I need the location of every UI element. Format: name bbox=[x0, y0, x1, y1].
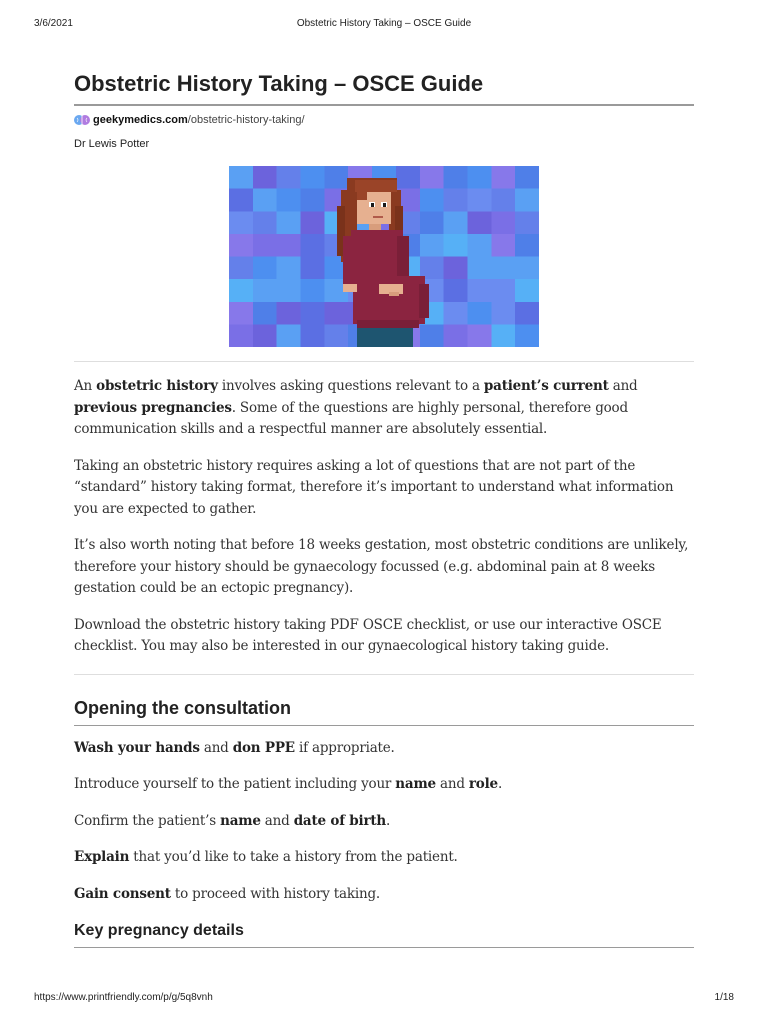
background-tile bbox=[467, 279, 491, 302]
paragraph bbox=[74, 615, 694, 658]
divider bbox=[74, 674, 694, 675]
bold-text: obstetric history bbox=[96, 378, 218, 394]
background-tile bbox=[467, 302, 491, 325]
background-tile bbox=[515, 279, 539, 302]
background-tile bbox=[229, 324, 253, 347]
hero-image bbox=[229, 166, 539, 347]
bold-text: Wash your hands bbox=[74, 739, 200, 756]
page-number: 1/18 bbox=[714, 992, 734, 1003]
bold-text: Gain consent bbox=[74, 885, 171, 902]
background-tile bbox=[444, 166, 468, 189]
bold-text: name bbox=[220, 812, 261, 829]
bold-text: Explain bbox=[74, 849, 130, 865]
background-tile bbox=[515, 189, 539, 212]
background-tile bbox=[515, 211, 539, 234]
bold-text: name bbox=[395, 776, 436, 792]
background-tile bbox=[277, 324, 301, 347]
background-tile bbox=[444, 257, 468, 280]
print-footer bbox=[34, 992, 734, 1006]
background-tile bbox=[253, 234, 277, 257]
source-path[interactable]: /obstetric-history-taking/ bbox=[187, 114, 305, 126]
background-tile bbox=[277, 189, 301, 212]
brain-icon bbox=[74, 114, 90, 126]
background-tile bbox=[253, 166, 277, 189]
text: that you’d like to take a history from the patient. bbox=[129, 849, 458, 865]
background-tile bbox=[301, 257, 325, 280]
background-tile bbox=[229, 211, 253, 234]
text: and bbox=[608, 378, 638, 394]
author-name: Dr Lewis Potter bbox=[74, 138, 150, 150]
background-tile bbox=[515, 166, 539, 189]
background-tile bbox=[277, 257, 301, 280]
background-tile bbox=[301, 279, 325, 302]
paragraph bbox=[74, 376, 694, 441]
background-tile bbox=[515, 324, 539, 347]
background-tile bbox=[324, 324, 348, 347]
background-tile bbox=[491, 166, 515, 189]
text: Confirm the patient’s bbox=[74, 812, 221, 829]
background-tile bbox=[515, 302, 539, 325]
subsection-heading: Key pregnancy details bbox=[74, 921, 694, 948]
background-tile bbox=[420, 189, 444, 212]
section-heading: Opening the consultation bbox=[74, 697, 694, 726]
page-title: Obstetric History Taking – OSCE Guide bbox=[74, 70, 694, 106]
background-tile bbox=[253, 257, 277, 280]
paragraph bbox=[74, 847, 694, 869]
background-tile bbox=[277, 211, 301, 234]
background-tile bbox=[324, 166, 348, 189]
text: An bbox=[74, 378, 97, 394]
paragraph bbox=[74, 535, 694, 600]
text: to proceed with history taking. bbox=[170, 885, 380, 902]
background-tile bbox=[444, 279, 468, 302]
bold-text: patient’s current bbox=[483, 378, 609, 394]
text: Introduce yourself to the patient including your bbox=[74, 776, 396, 792]
paragraph bbox=[74, 811, 694, 833]
bold-text: previous pregnancies bbox=[74, 399, 232, 416]
background-tile bbox=[229, 279, 253, 302]
background-tile bbox=[491, 211, 515, 234]
bold-text: date of birth bbox=[293, 812, 387, 829]
background-tile bbox=[301, 189, 325, 212]
article bbox=[74, 70, 694, 948]
background-tile bbox=[253, 279, 277, 302]
background-tile bbox=[491, 257, 515, 280]
background-tile bbox=[444, 211, 468, 234]
text: . Some of the questions are highly personal, therefore good communication skills and a respectful manner are absolutely essential. bbox=[74, 399, 628, 437]
background-tile bbox=[253, 324, 277, 347]
background-tile bbox=[420, 166, 444, 189]
background-tile bbox=[277, 166, 301, 189]
text: and bbox=[260, 812, 294, 829]
background-tile bbox=[467, 189, 491, 212]
text: if appropriate. bbox=[294, 739, 395, 756]
background-tile bbox=[229, 302, 253, 325]
background-tile bbox=[491, 324, 515, 347]
text: and bbox=[435, 776, 469, 792]
section-body bbox=[74, 738, 694, 906]
print-title: Obstetric History Taking – OSCE Guide bbox=[296, 18, 472, 29]
background-tile bbox=[277, 279, 301, 302]
intro-section bbox=[74, 376, 694, 658]
print-header bbox=[34, 18, 734, 32]
print-date: 3/6/2021 bbox=[34, 18, 73, 29]
background-tile bbox=[229, 189, 253, 212]
background-tile bbox=[253, 189, 277, 212]
background-tile bbox=[301, 166, 325, 189]
background-tile bbox=[444, 324, 468, 347]
bold-text: role bbox=[468, 776, 498, 792]
background-tile bbox=[253, 302, 277, 325]
background-tile bbox=[467, 211, 491, 234]
background-tile bbox=[253, 211, 277, 234]
background-tile bbox=[444, 189, 468, 212]
background-tile bbox=[491, 302, 515, 325]
background-tile bbox=[420, 234, 444, 257]
background-tile bbox=[229, 257, 253, 280]
background-tile bbox=[467, 257, 491, 280]
background-tile bbox=[444, 302, 468, 325]
background-tile bbox=[301, 211, 325, 234]
paragraph bbox=[74, 738, 694, 760]
text: . bbox=[497, 776, 503, 792]
paragraph bbox=[74, 456, 694, 521]
background-tile bbox=[301, 324, 325, 347]
text: involves asking questions relevant to a bbox=[217, 378, 484, 394]
background-tile bbox=[491, 234, 515, 257]
text: . bbox=[386, 812, 391, 829]
background-tile bbox=[420, 211, 444, 234]
source-domain[interactable]: geekymedics.com bbox=[93, 114, 188, 126]
text: Taking an obstetric history requires asking a lot of questions that are not part of the “standard” history taking format, therefore it’s important to understand what information you are expected to gather. bbox=[74, 457, 674, 517]
background-tile bbox=[444, 234, 468, 257]
background-tile bbox=[277, 302, 301, 325]
background-tile bbox=[515, 257, 539, 280]
print-url[interactable]: https://www.printfriendly.com/p/g/5q8vnh bbox=[34, 992, 213, 1003]
background-tile bbox=[515, 234, 539, 257]
background-tile bbox=[467, 324, 491, 347]
background-tile bbox=[420, 324, 444, 347]
background-tile bbox=[277, 234, 301, 257]
bold-text: don PPE bbox=[232, 739, 295, 756]
source-link[interactable] bbox=[74, 113, 694, 127]
background-tile bbox=[301, 302, 325, 325]
divider bbox=[74, 361, 694, 362]
paragraph bbox=[74, 884, 694, 906]
background-tile bbox=[491, 279, 515, 302]
background-tile bbox=[396, 166, 420, 189]
background-tile bbox=[324, 302, 348, 325]
background-tile bbox=[229, 234, 253, 257]
paragraph bbox=[74, 774, 694, 796]
background-tile bbox=[467, 166, 491, 189]
background-tile bbox=[491, 189, 515, 212]
background-tile bbox=[301, 234, 325, 257]
background-tile bbox=[467, 234, 491, 257]
text: It’s also worth noting that before 18 weeks gestation, most obstetric conditions are unlikely, therefore your history should be gynaecology focussed (e.g. abdominal pain at 8 weeks gestation could be an ectopic pregnancy). bbox=[74, 537, 689, 596]
background-tile bbox=[229, 166, 253, 189]
text: Download the obstetric history taking PDF OSCE checklist, or use our interactive OSCE checklist. You may also be interested in our gynaecological history taking guide. bbox=[74, 616, 662, 654]
text: and bbox=[199, 739, 233, 756]
